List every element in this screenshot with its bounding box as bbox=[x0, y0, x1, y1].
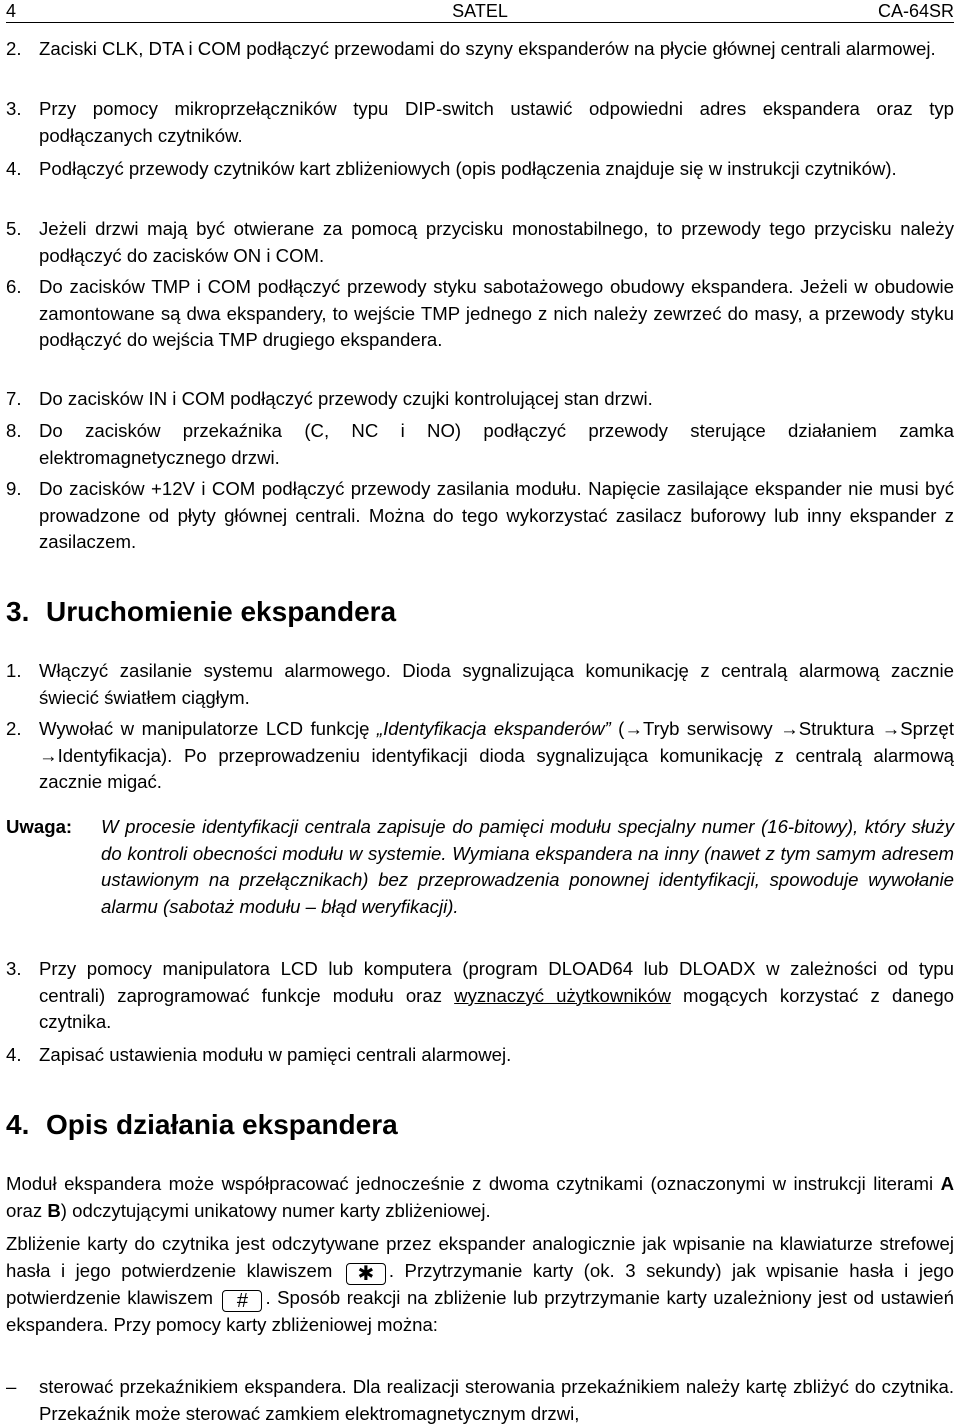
install-step-2 bbox=[6, 36, 954, 63]
start-step-3 bbox=[6, 956, 954, 1036]
arrow-icon: → bbox=[624, 718, 643, 739]
step-text: Zapisać ustawienia modułu w pamięci centrali alarmowej. bbox=[39, 1044, 512, 1065]
page-number: 4 bbox=[6, 1, 17, 21]
arrow-icon: → bbox=[780, 718, 799, 739]
text-run: Wywołać w manipulatorze LCD funkcję bbox=[39, 718, 377, 739]
start-step-2 bbox=[6, 716, 954, 796]
step-text: Jeżeli drzwi mają być otwierane za pomocą przycisku monostabilnego, to przewody tego przycisku należy podłączyć do zacisków ON i COM. bbox=[39, 218, 954, 266]
section-number: 3. bbox=[6, 596, 30, 627]
step-number: 3. bbox=[6, 958, 22, 979]
hash-key-icon: # bbox=[222, 1290, 262, 1312]
text-run: oraz bbox=[6, 1199, 48, 1221]
step-text: Do zacisków IN i COM podłączyć przewody czujki kontrolującej stan drzwi. bbox=[39, 388, 653, 409]
header-model: CA-64SR bbox=[877, 1, 954, 21]
text-run: . Przytrzymanie karty (ok. 3 sekundy) jak wpisanie hasła i jego potwierdzenie klawiszem bbox=[6, 1259, 954, 1308]
step-number: 2. bbox=[6, 38, 22, 59]
install-step-4 bbox=[6, 156, 954, 183]
step-number: 6. bbox=[6, 276, 22, 297]
step-text: Do zacisków +12V i COM podłączyć przewody zasilania modułu. Napięcie zasilające ekspander nie musi być prowadzone od płyty głównej centrali. Można do tego wykorzystać zasilacz buforowy lub inny ekspander z zasilaczem. bbox=[39, 478, 954, 552]
text-run: ( bbox=[610, 718, 625, 739]
step-text: Przy pomocy mikroprzełączników typu DIP-switch ustawić odpowiedni adres ekspandera oraz typ podłączanych czytników. bbox=[39, 98, 954, 146]
note-label: Uwaga: bbox=[6, 816, 73, 837]
users-link[interactable]: wyznaczyć użytkowników bbox=[454, 984, 671, 1006]
step-text: Podłączyć przewody czytników kart zbliżeniowych (opis podłączenia znajduje się w instrukcji czytników). bbox=[39, 158, 897, 179]
bullet-text: sterować przekaźnikiem ekspandera. Dla realizacji sterowania przekaźnikiem należy kartę zbliżyć do czytnika. Przekaźnik może sterować zamkiem elektromagnetycznym drzwi, bbox=[39, 1376, 954, 1424]
install-step-6 bbox=[6, 274, 954, 354]
step-number: 4. bbox=[6, 1044, 22, 1065]
start-step-1 bbox=[6, 658, 954, 711]
section-4-heading bbox=[6, 1108, 398, 1142]
section-title: Opis działania ekspandera bbox=[46, 1109, 398, 1140]
step-number: 7. bbox=[6, 388, 22, 409]
step-number: 8. bbox=[6, 420, 22, 441]
install-step-7 bbox=[6, 386, 954, 413]
text-run: . Sposób reakcji na zbliżenie lub przytrzymanie karty uzależniony jest od ustawień ekspandera. Przy pomocy karty zbliżeniowej można: bbox=[6, 1286, 954, 1335]
install-step-9 bbox=[6, 476, 954, 556]
paragraph-card-reading bbox=[6, 1231, 954, 1338]
step-text bbox=[39, 956, 954, 1036]
text-run: mogących korzystać z danego czytnika. bbox=[39, 984, 955, 1032]
arrow-icon: → bbox=[39, 744, 58, 766]
install-step-5 bbox=[6, 216, 954, 269]
step-number: 3. bbox=[6, 98, 22, 119]
step-number: 4. bbox=[6, 158, 22, 179]
menu-path-part: Tryb serwisowy bbox=[642, 718, 781, 739]
reader-b-label: B bbox=[47, 1199, 61, 1221]
section-title: Uruchomienie ekspandera bbox=[46, 596, 397, 627]
bullet-dash: – bbox=[6, 1376, 17, 1397]
note-text: W procesie identyfikacji centrala zapisuje do pamięci modułu specjalny numer (16-bitowy), który służy do kontroli obecności modułu w systemie. Wymiana ekspandera na inny (nawet z tym samym adresem ustawionym na przełącznikach) bez przeprowadzenia ponownej identyfikacji, spowoduje wywołanie alarmu (sabotaż modułu – błąd weryfikacji). bbox=[101, 816, 954, 917]
text-run: Zbliżenie karty do czytnika jest odczytywane przez ekspander analogicznie jak wpisanie na klawiaturze strefowej hasła i jego potwierdzenie klawiszem bbox=[6, 1233, 954, 1281]
step-text bbox=[39, 716, 954, 796]
arrow-icon: → bbox=[881, 718, 901, 739]
menu-path-part: Sprzęt bbox=[900, 718, 954, 739]
menu-path-part: Struktura bbox=[798, 718, 882, 739]
reader-a-label: A bbox=[940, 1173, 954, 1194]
text-run: Przy pomocy manipulatora LCD lub komputera (program DLOAD64 lub DLOADX w zależności od typu centrali) zaprogramować funkcje modułu oraz bbox=[39, 958, 954, 1006]
note-block bbox=[6, 814, 954, 920]
step-number: 2. bbox=[6, 718, 22, 739]
function-name: „Identyfikacja ekspanderów” bbox=[376, 718, 611, 739]
step-text: Do zacisków TMP i COM podłączyć przewody styku sabotażowego obudowy ekspandera. Jeżeli w obudowie zamontowane są dwa ekspandery, to wejście TMP jednego z nich należy zewrzeć do masy, a przewody styku podłączyć do wejścia TMP drugiego ekspandera. bbox=[39, 276, 954, 350]
paragraph-readers bbox=[6, 1171, 954, 1224]
star-key-icon: ✱ bbox=[346, 1263, 386, 1285]
section-number: 4. bbox=[6, 1109, 30, 1140]
step-number: 1. bbox=[6, 660, 22, 681]
text-run: ) odczytującymi unikatowy numer karty zbliżeniowej. bbox=[60, 1199, 491, 1221]
step-text: Do zacisków przekaźnika (C, NC i NO) podłączyć przewody sterujące działaniem zamka elektromagnetycznego drzwi. bbox=[39, 420, 954, 468]
step-text: Włączyć zasilanie systemu alarmowego. Dioda sygnalizująca komunikację z centralą alarmową zacznie świecić światłem ciągłym. bbox=[39, 660, 954, 708]
page-header bbox=[6, 0, 954, 23]
text-run: Moduł ekspandera może współpracować jednocześnie z dwoma czytnikami (oznaczonymi w instrukcji literami bbox=[6, 1173, 941, 1194]
header-brand: SATEL bbox=[452, 1, 508, 21]
step-number: 5. bbox=[6, 218, 22, 239]
install-step-3 bbox=[6, 96, 954, 149]
step-text: Zaciski CLK, DTA i COM podłączyć przewodami do szyny ekspanderów na płycie głównej centrali alarmowej. bbox=[39, 38, 936, 59]
start-step-4 bbox=[6, 1042, 954, 1069]
menu-path-part: Identyfikacja). Po przeprowadzeniu identyfikacji dioda sygnalizująca komunikację z centralą alarmową zacznie migać. bbox=[39, 744, 954, 792]
install-step-8 bbox=[6, 418, 954, 471]
section-3-heading bbox=[6, 595, 396, 629]
step-number: 9. bbox=[6, 478, 22, 499]
bullet-relay-control bbox=[6, 1374, 954, 1427]
